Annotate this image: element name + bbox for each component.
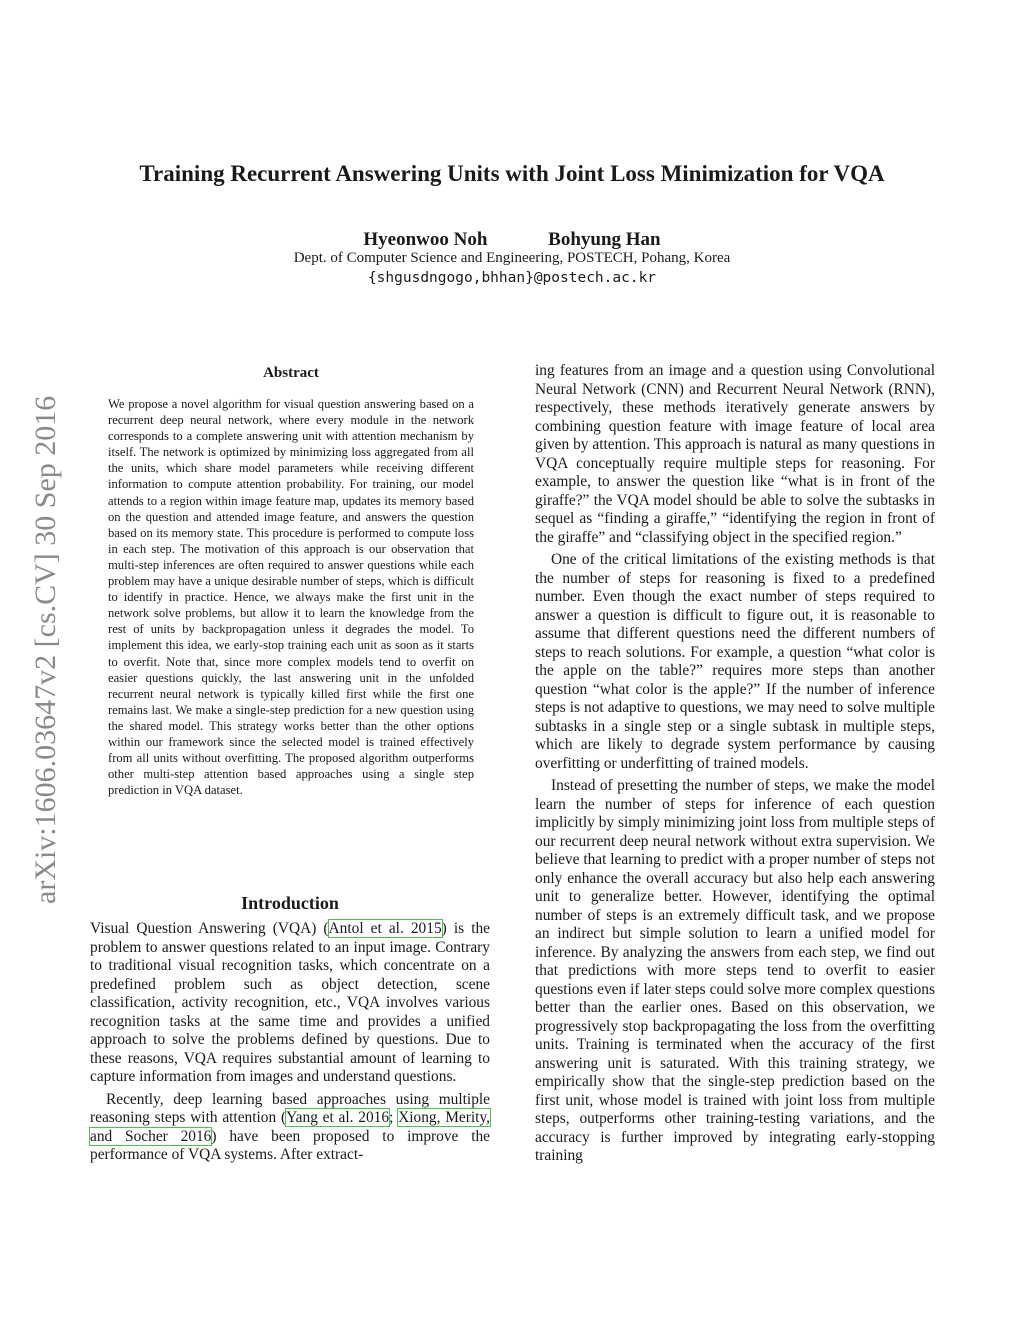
citation-link[interactable]: Xiong, Merity, and Socher 2016 [90, 1109, 490, 1145]
author-email[interactable]: {shgusdngogo,bhhan}@postech.ac.kr [367, 270, 657, 286]
right-column [535, 362, 935, 1170]
arxiv-stamp: arXiv:1606.03647v2 [cs.CV] 30 Sep 2016 [29, 395, 62, 905]
abstract-heading: Abstract [263, 365, 319, 381]
author-name: Hyeonwoo Noh [363, 229, 488, 250]
author-name: Bohyung Han [548, 229, 661, 250]
intro-paragraph-1: Visual Question Answering (VQA) (Antol et al. 2015) is the problem to answer questions related to an input image. Contrary to traditional visual recognition tasks, which concentrate on a predefined problem such as object detection, scene classification, activity recognition, etc., VQA involves various recognition tasks at the same time and provides a unified approach to solve the problems defined by questions. Due to these reasons, VQA requires substantial amount of learning to capture information from images and understand questions. [90, 920, 490, 1085]
paper-title: Training Recurrent Answering Units with Joint Loss Minimization for VQA [139, 161, 885, 186]
intro-paragraph-2: Recently, deep learning based approaches using multiple reasoning steps with attention (Yang et al. 2016; Xiong, Merity, and Socher 2016) have been proposed to improve the performance of VQA systems. After extract- [90, 1090, 490, 1163]
intro-paragraph-4: One of the critical limitations of the existing methods is that the number of steps for reasoning is fixed to a predefined number. Even though the exact number of steps required to answer a question is difficult to figure out, it is reasonable to assume that different questions need the different numbers of steps to reach solutions. For example, a question “what color is the apple on the table?” requires more steps than another question “what color is the apple?” If the number of inference steps is not adaptive to questions, we may need to solve multiple subtasks in a single step or a single subtask in multiple steps, which are likely to degrade system performance by causing overfitting or underfitting of trained models. [535, 551, 935, 772]
author-list [0, 229, 1024, 251]
citation-link[interactable]: Antol et al. 2015 [328, 920, 442, 937]
citation-link[interactable]: Yang et al. 2016 [286, 1109, 390, 1126]
abstract-text: We propose a novel algorithm for visual question answering based on a recurrent deep neural network, where every module in the network corresponds to a complete answering unit with attention mechanism by itself. The network is optimized by minimizing loss aggregated from all the units, which share model parameters while receiving different information to compute attention probability. For training, our model attends to a region within image feature map, updates its memory based on the question and attended image feature, and answers the question based on its memory state. This procedure is performed to compute loss in each step. The motivation of this approach is our observation that multi-step inferences are often required to answer questions while each problem may have a unique desirable number of steps, which is difficult to identify in practice. Hence, we always make the first unit in the network solve problems, but allow it to learn the knowledge from the rest of units by backpropagation unless it degrades the model. To implement this idea, we early-stop training each unit as soon as it starts to overfit. Note that, since more complex models tend to overfit on easier questions quickly, the last answering unit in the unfolded recurrent neural network is typically killed first while the first one remains last. We make a single-step prediction for a new question using the shared model. This strategy works better than the other options within our framework since the selected model is trained effectively from all units without overfitting. The proposed algorithm outperforms other multi-step attention based approaches using a single step prediction in VQA dataset. [108, 397, 474, 798]
intro-paragraph-3: ing features from an image and a question using Convolutional Neural Network (CNN) and Recurrent Neural Network (RNN), respectively, these methods iteratively generate answers by combining question feature with image feature of local area given by attention. This approach is natural as many questions in VQA conceptually require multiple steps for reasoning. For example, to answer the question like “what is in front of the giraffe?” the VQA model should be able to solve the subtasks in sequel as “finding a giraffe,” “identifying the region in front of the giraffe” and “classifying object in the specified region.” [535, 362, 935, 546]
introduction-heading: Introduction [241, 893, 339, 913]
left-column [90, 920, 490, 1169]
intro-paragraph-5: Instead of presetting the number of steps, we make the model learn the number of steps for inference of each question implicitly by simply minimizing joint loss from multiple steps of our recurrent deep neural network without extra supervision. We believe that learning to predict with a proper number of steps not only enhance the overall accuracy but also help each answering unit to generalize better. However, identifying the optimal number of steps is an extremely difficult task, and we propose an indirect but simple solution to learn a unified model for inference. By analyzing the answers from each step, we find out that predictions with more steps tend to overfit to easier questions even if later steps could solve more complex questions better than the earlier ones. Based on this observation, we progressively stop backpropagating the loss from the overfitting units. Training is terminated when the accuracy of the first answering unit is saturated. With this training strategy, we empirically show that the single-step prediction based on the first unit, whose model is trained with joint loss from multiple steps, outperforms other training-testing variations, and the accuracy is further improved by integrating early-stopping training [535, 777, 935, 1164]
affiliation: Dept. of Computer Science and Engineering, POSTECH, Pohang, Korea [293, 250, 731, 266]
